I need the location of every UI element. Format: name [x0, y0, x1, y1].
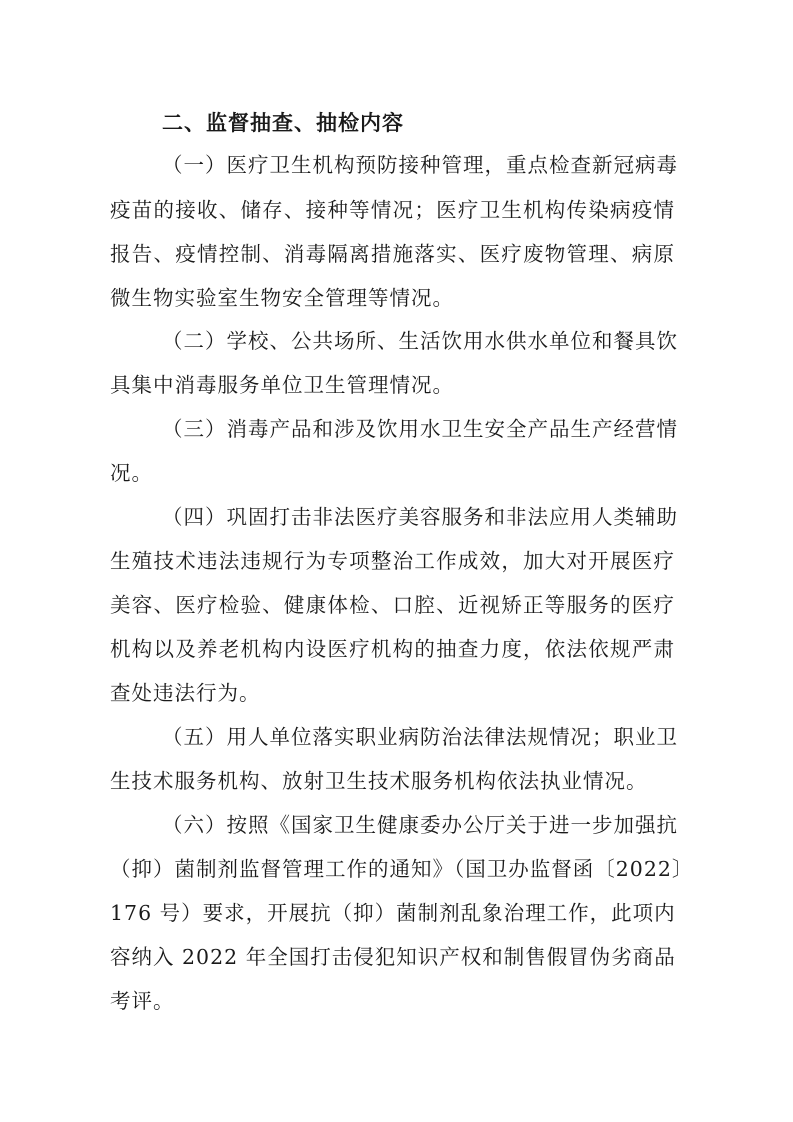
paragraph-4-line-3: 美容、医疗检验、健康体检、口腔、近视矫正等服务的医疗: [110, 593, 675, 617]
paragraph-4-line-2: 生殖技术违法违规行为专项整治工作成效，加大对开展医疗: [110, 549, 675, 573]
paragraph-4-line-4: 机构以及养老机构内设医疗机构的抽查力度，依法依规严肃: [110, 637, 675, 661]
paragraph-1-line-2: 疫苗的接收、储存、接种等情况；医疗卫生机构传染病疫情: [110, 198, 675, 222]
paragraph-6-line-4: 容纳入 2022 年全国打击侵犯知识产权和制售假冒伪劣商品: [110, 945, 676, 969]
paragraph-3-line-1: （三）消毒产品和涉及饮用水卫生安全产品生产经营情: [162, 417, 678, 441]
paragraph-5-line-1: （五）用人单位落实职业病防治法律法规情况；职业卫: [162, 725, 678, 749]
paragraph-4-line-5: 查处违法行为。: [110, 681, 261, 705]
paragraph-3-line-2: 况。: [110, 461, 153, 485]
paragraph-6-line-1: （六）按照《国家卫生健康委办公厅关于进一步加强抗: [162, 813, 678, 837]
paragraph-2-line-1: （二）学校、公共场所、生活饮用水供水单位和餐具饮: [162, 329, 678, 353]
paragraph-1-line-4: 微生物实验室生物安全管理等情况。: [110, 286, 454, 310]
paragraph-6-line-5: 考评。: [110, 989, 175, 1013]
paragraph-2-line-2: 具集中消毒服务单位卫生管理情况。: [110, 373, 454, 397]
paragraph-6-line-3: 176 号）要求，开展抗（抑）菌制剂乱象治理工作，此项内: [110, 901, 676, 925]
paragraph-5-line-2: 生技术服务机构、放射卫生技术服务机构依法执业情况。: [110, 769, 648, 793]
paragraph-1-line-3: 报告、疫情控制、消毒隔离措施落实、医疗废物管理、病原: [110, 242, 675, 266]
section-heading: 二、监督抽查、抽检内容: [162, 111, 404, 135]
paragraph-1-line-1: （一）医疗卫生机构预防接种管理，重点检查新冠病毒: [162, 153, 678, 177]
paragraph-6-line-2: （抑）菌制剂监督管理工作的通知》（国卫办监督函〔2022〕: [110, 857, 694, 881]
paragraph-4-line-1: （四）巩固打击非法医疗美容服务和非法应用人类辅助: [162, 505, 678, 529]
